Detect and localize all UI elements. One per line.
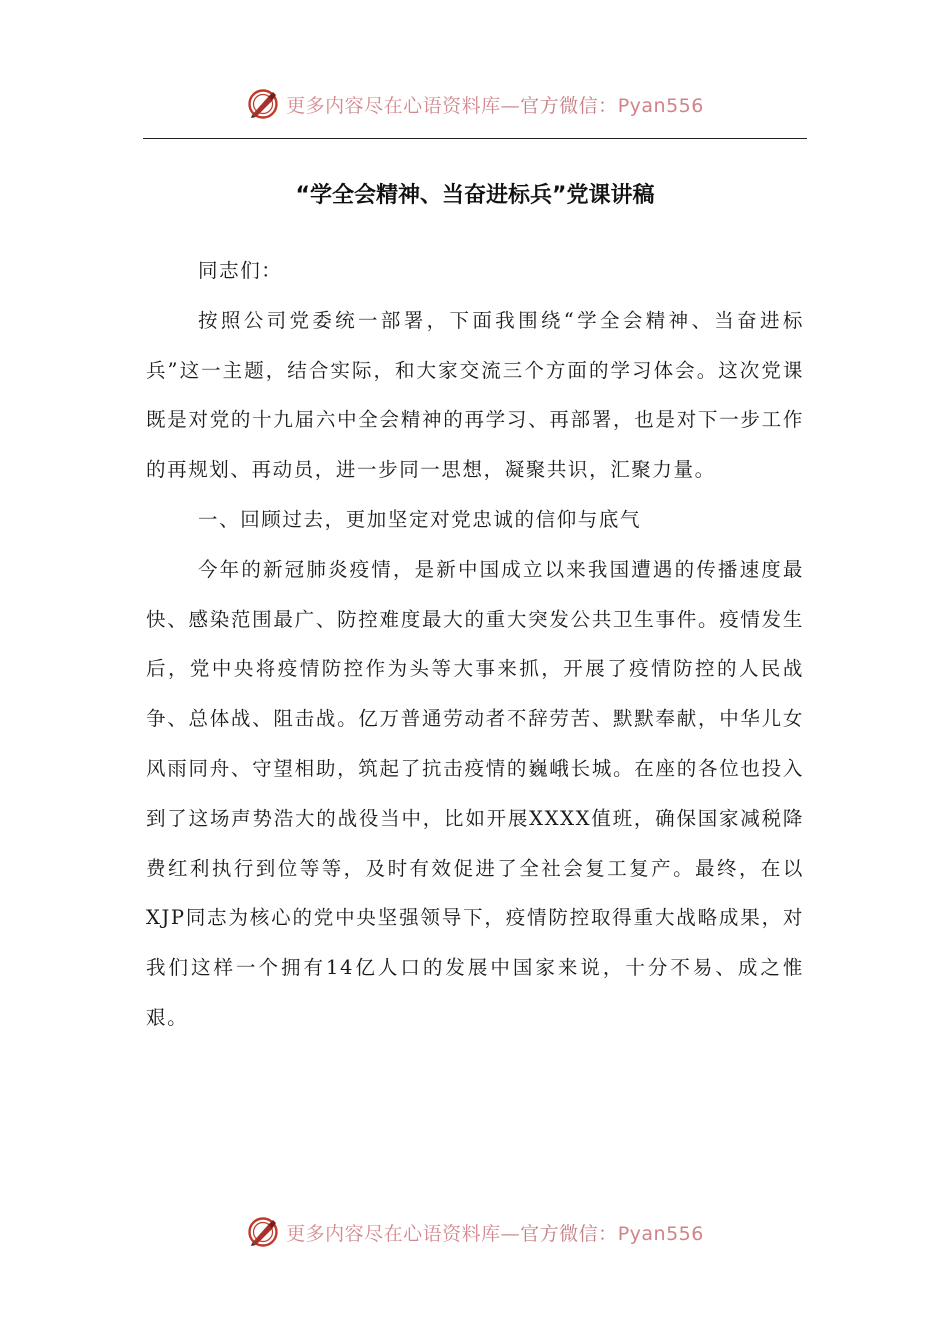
paragraph-intro: 按照公司党委统一部署，下面我围绕“学全会精神、当奋进标兵”这一主题，结合实际，和大家交流三个方面的学习体会。这次党课既是对党的十九届六中全会精神的再学习、再部署，也是对下一步工作的再规划、再动员，进一步同一思想，凝聚共识，汇聚力量。: [146, 308, 804, 482]
watermark-text: 更多内容尽在心语资料库—官方微信：Pyan556: [286, 94, 704, 117]
footer-watermark: [0, 1212, 950, 1252]
header-watermark: [0, 84, 950, 124]
document-title: “学全会精神、当奋进标兵”党课讲稿: [295, 183, 655, 208]
pen-logo-icon: [246, 1215, 280, 1249]
salutation: 同志们：: [198, 259, 283, 282]
watermark-text: 更多内容尽在心语资料库—官方微信：Pyan556: [286, 1222, 704, 1245]
header-divider: [143, 138, 807, 139]
pen-logo-icon: [246, 87, 280, 121]
document-body: [146, 246, 804, 1043]
paragraph-body: 今年的新冠肺炎疫情，是新中国成立以来我国遭遇的传播速度最快、感染范围最广、防控难度最大的重大突发公共卫生事件。疫情发生后，党中央将疫情防控作为头等大事来抓，开展了疫情防控的人民战争、总体战、阻击战。亿万普通劳动者不辞劳苦、默默奉献，中华儿女风雨同舟、守望相助，筑起了抗击疫情的巍峨长城。在座的各位也投入到了这场声势浩大的战役当中，比如开展XXXX值班，确保国家减税降费红利执行到位等等，及时有效促进了全社会复工复产。最终，在以XJP同志为核心的党中央坚强领导下，疫情防控取得重大战略成果，对我们这样一个拥有14亿人口的发展中国家来说，十分不易、成之惟艰。: [146, 557, 804, 1029]
section-heading-1: 一、回顾过去，更加坚定对党忠诚的信仰与底气: [198, 507, 642, 531]
